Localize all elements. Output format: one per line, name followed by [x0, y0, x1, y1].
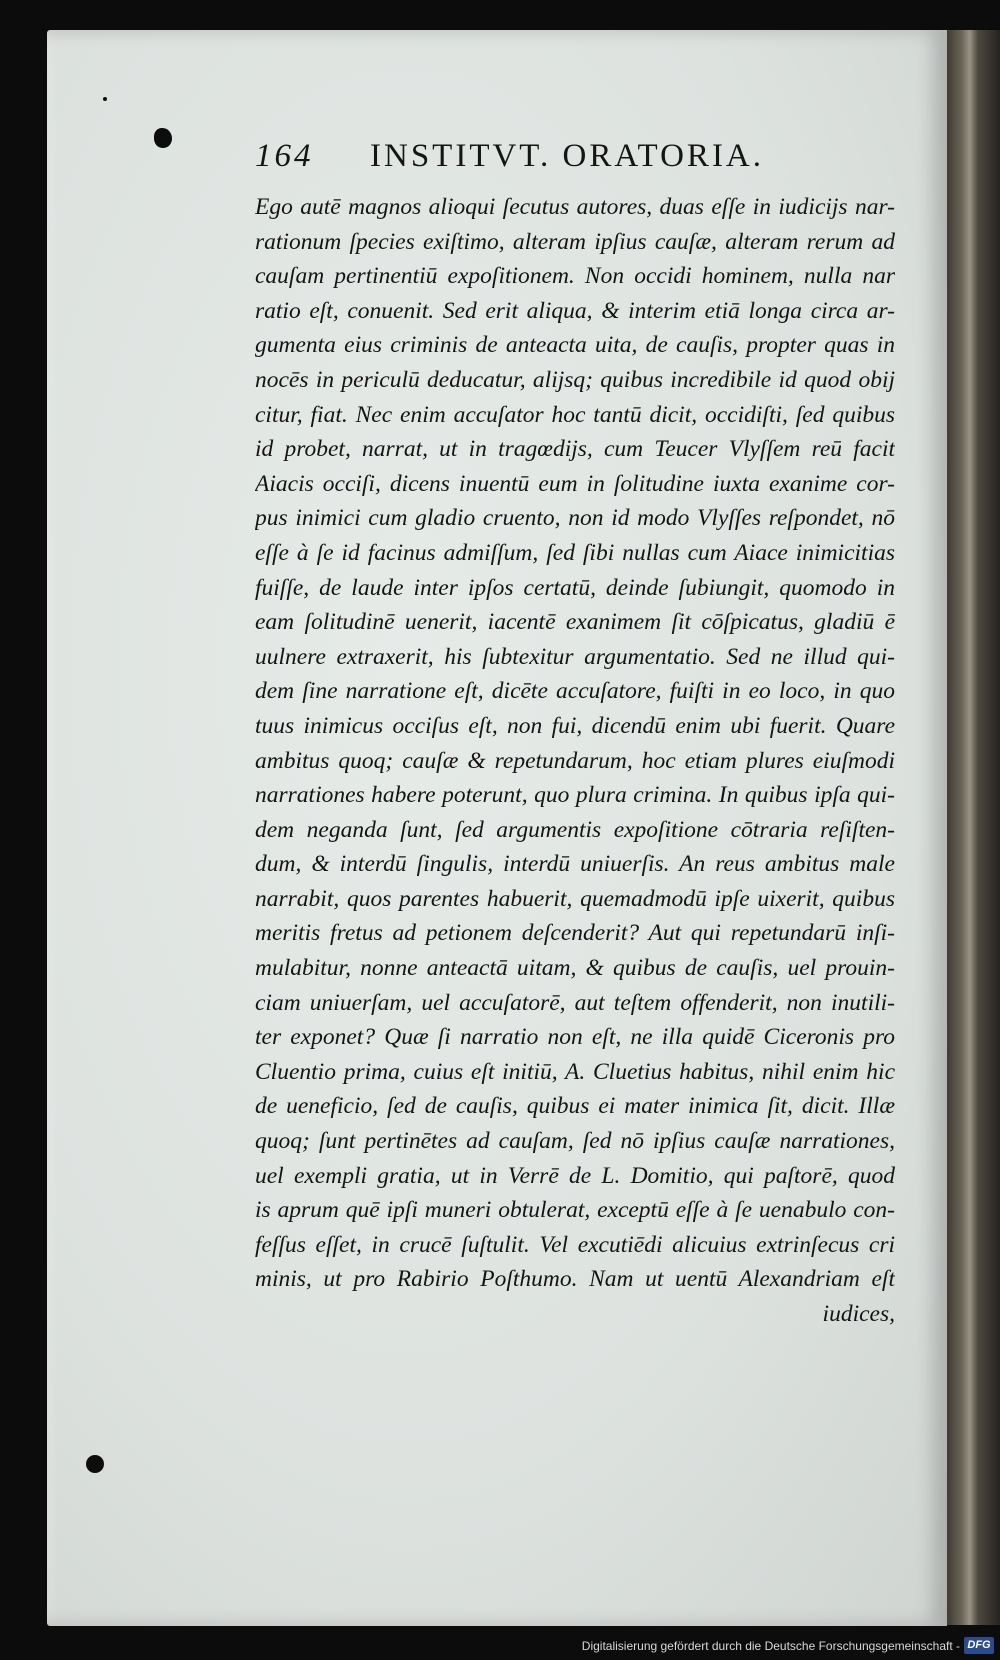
ink-speck	[103, 97, 107, 101]
text-line: dem ſine narratione eſt, dicēte accuſatore, fuiſti in eo loco, in quo	[255, 678, 895, 705]
text-line: dem neganda ſunt, ſed argumentis expoſitione cōtraria reſiſten-	[255, 816, 895, 843]
ink-blot	[154, 128, 172, 148]
digitization-footer	[0, 1634, 1000, 1660]
text-line: de ueneficio, ſed de cauſis, quibus ei mater inimica ſit, dicit. Illæ	[255, 1093, 895, 1120]
text-line: uulnere extraxerit, his ſubtexitur argumentatio. Sed ne illud qui-	[255, 643, 895, 670]
text-line: meritis fretus ad petionem deſcenderit? Aut qui repetundarū inſi-	[255, 920, 895, 947]
text-line: eam ſolitudinē uenerit, iacentē exanimem ſit cōſpicatus, gladiū ē	[255, 609, 895, 636]
text-line: Cluentio prima, cuius eſt initiū, A. Cluetius habitus, nihil enim hic	[255, 1058, 895, 1085]
body-text	[255, 190, 895, 1332]
ink-blot	[86, 1455, 104, 1473]
text-line: id probet, narrat, ut in tragœdijs, cum Teucer Vlyſſem reū facit	[255, 436, 895, 463]
text-line: pus inimici cum gladio cruento, non id modo Vlyſſes reſpondet, nō	[255, 505, 895, 532]
text-line: fuiſſe, de laude inter ipſos certatū, deinde ſubiungit, quomodo in	[255, 574, 895, 601]
text-line: is aprum quē ipſi muneri obtulerat, exceptū eſſe à ſe uenabulo con-	[255, 1197, 895, 1224]
text-line: uel exempli gratia, ut in Verrē de L. Domitio, qui paſtorē, quod	[255, 1162, 895, 1189]
text-line: eſſe à ſe id facinus admiſſum, ſed ſibi nullas cum Aiace inimicitias	[255, 539, 895, 566]
text-line: ratio eſt, conuenit. Sed erit aliqua, & interim etiā longa circa ar-	[255, 297, 895, 324]
text-line: minis, ut pro Rabirio Poſthumo. Nam ut uentū Alexandriam eſt	[255, 1266, 895, 1293]
running-head: INSTITVT. ORATORIA.	[370, 138, 765, 174]
text-line: iudices,	[822, 1301, 895, 1327]
text-line: ciam uniuerſam, uel accuſatorē, aut teſtem offenderit, non inutili-	[255, 989, 895, 1016]
text-line: tuus inimicus occiſus eſt, non fui, dicendū enim ubi fuerit. Quare	[255, 712, 895, 739]
dfg-logo: DFG	[964, 1637, 994, 1654]
text-line: citur, fiat. Nec enim accuſator hoc tantū dicit, occidiſti, ſed quibus	[255, 401, 895, 428]
text-line: quoq; ſunt pertinētes ad cauſam, ſed nō ipſius cauſæ narrationes,	[255, 1128, 895, 1155]
text-line: rationum ſpecies exiſtimo, alteram ipſius cauſæ, alteram rerum ad	[255, 228, 895, 255]
page-number: 164	[255, 138, 314, 174]
text-line: feſſus eſſet, in crucē ſuſtulit. Vel excutiēdi alicuius extrinſecus cri	[255, 1231, 895, 1258]
text-line: narrabit, quos parentes habuerit, quemadmodū ipſe uixerit, quibus	[255, 885, 895, 912]
text-line: dum, & interdū ſingulis, interdū uniuerſis. An reus ambitus male	[255, 851, 895, 878]
page-header	[255, 138, 825, 188]
text-line: cauſam pertinentiū expoſitionem. Non occidi hominem, nulla nar	[255, 263, 895, 290]
funding-credit: Digitalisierung gefördert durch die Deutsche Forschungsgemeinschaft -	[581, 1639, 960, 1653]
text-line: ter exponet? Quæ ſi narratio non eſt, ne illa quidē Ciceronis pro	[255, 1024, 895, 1051]
text-line: narrationes habere poterunt, quo plura crimina. In quibus ipſa qui-	[255, 782, 895, 809]
book-fore-edge	[945, 30, 1000, 1625]
text-line: Aiacis occiſi, dicens inuentū eum in ſolitudine iuxta exanime cor-	[255, 470, 895, 497]
text-line: gumenta eius criminis de anteacta uita, de cauſis, propter quas in	[255, 332, 895, 359]
text-line: Ego autē magnos alioqui ſecutus autores, duas eſſe in iudicijs nar-	[255, 194, 895, 220]
text-line: ambitus quoq; cauſæ & repetundarum, hoc etiam plures eiuſmodi	[255, 747, 895, 774]
text-line: nocēs in periculū deducatur, alijsq; quibus incredibile id quod obij	[255, 366, 895, 393]
text-line: mulabitur, nonne anteactā uitam, & quibus de cauſis, uel prouin-	[255, 955, 895, 982]
